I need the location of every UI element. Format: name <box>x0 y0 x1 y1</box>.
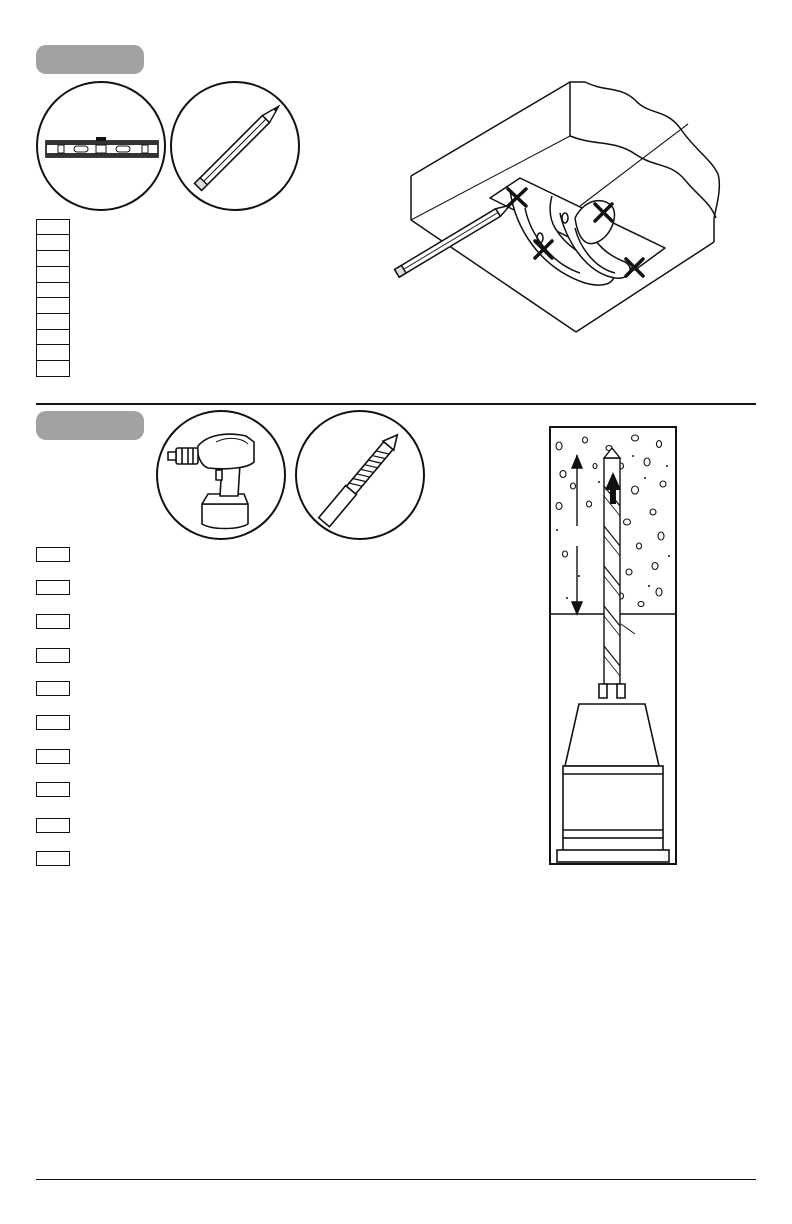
checklist-box[interactable] <box>36 614 70 629</box>
checklist-box[interactable] <box>36 648 70 663</box>
section-divider <box>36 403 756 405</box>
cordless-drill-icon <box>158 412 286 540</box>
checklist-box[interactable] <box>36 818 70 833</box>
tool-circle-pencil <box>170 81 300 211</box>
step-2-badge <box>36 411 144 440</box>
drilling-concrete-illustration <box>549 426 677 865</box>
checklist-box[interactable] <box>36 329 70 346</box>
masonry-bit-icon <box>297 412 425 540</box>
checklist-box[interactable] <box>36 282 70 299</box>
checklist-box[interactable] <box>36 266 70 283</box>
pencil-icon <box>172 83 300 211</box>
checklist-box[interactable] <box>36 715 70 730</box>
step-1-badge <box>36 45 144 74</box>
tool-circle-drill <box>156 410 286 540</box>
checklist-box[interactable] <box>36 313 70 330</box>
checklist-box[interactable] <box>36 681 70 696</box>
checklist-box[interactable] <box>36 851 70 866</box>
checklist-box[interactable] <box>36 547 70 562</box>
footer-rule <box>36 1179 756 1180</box>
level-icon <box>38 83 166 211</box>
bracket-marking-illustration <box>380 78 730 340</box>
step-1-checklist <box>36 220 71 377</box>
checklist-box[interactable] <box>36 234 70 251</box>
checklist-box[interactable] <box>36 360 70 377</box>
checklist-box[interactable] <box>36 344 70 361</box>
checklist-box[interactable] <box>36 580 70 595</box>
tool-circle-bit <box>295 410 425 540</box>
checklist-box[interactable] <box>36 250 70 267</box>
checklist-box[interactable] <box>36 297 70 314</box>
checklist-box[interactable] <box>36 782 70 797</box>
tool-circle-level <box>36 81 166 211</box>
checklist-box[interactable] <box>36 219 70 236</box>
checklist-box[interactable] <box>36 749 70 764</box>
